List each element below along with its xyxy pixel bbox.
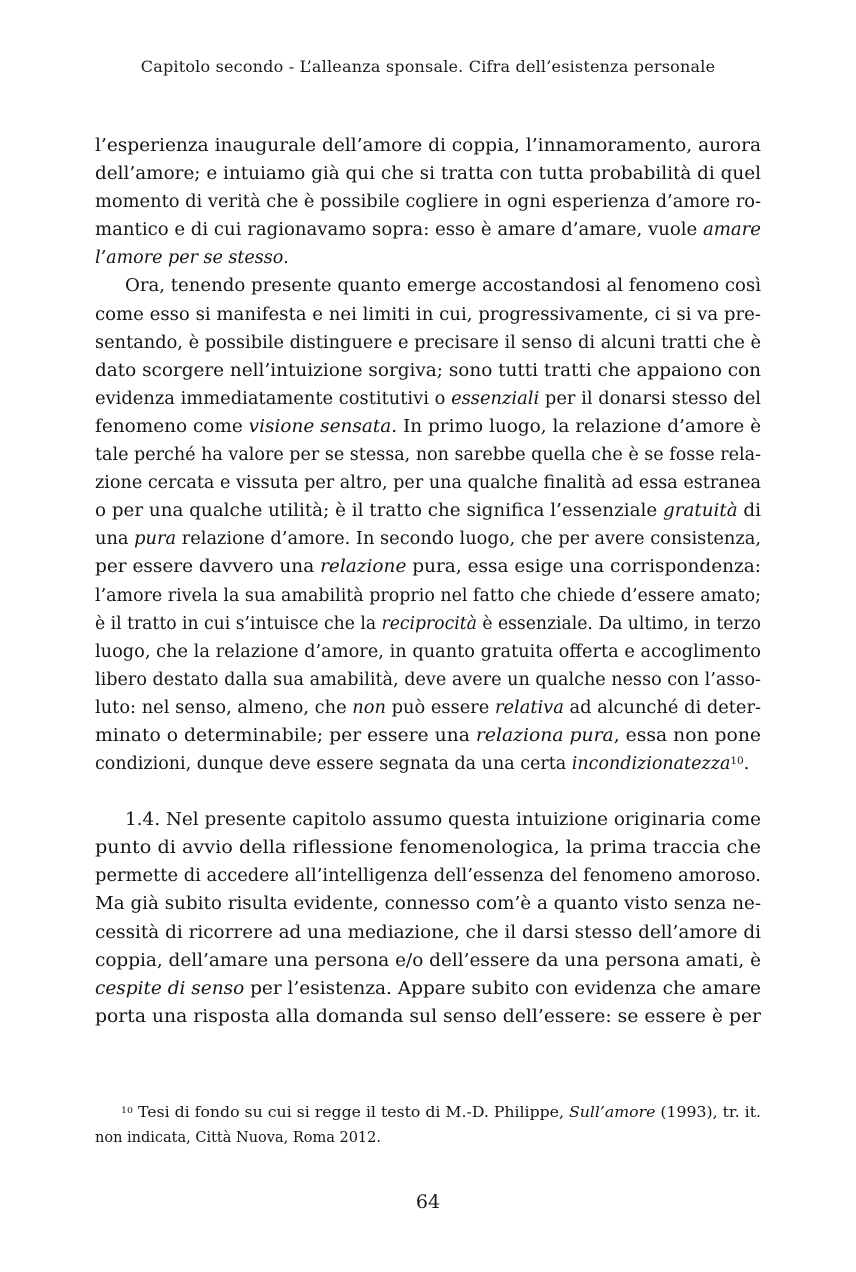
text-line: o per una qualche utilità; è il tratto che significa l’essenziale gratuità di xyxy=(95,501,761,522)
paragraph xyxy=(95,806,761,1031)
text-line: Ma già subito risulta evidente, connesso com’è a quanto visto senza ne- xyxy=(95,894,761,915)
text-line: zione cercata e vissuta per altro, per una qualche finalità ad essa estranea xyxy=(95,473,761,494)
text-line: cessità di ricorrere ad una mediazione, che il darsi stesso dell’amore di xyxy=(95,922,761,943)
page-number: 64 xyxy=(415,1190,441,1213)
text-line: dell’amore; e intuiamo già qui che si tratta con tutta probabilità di quel xyxy=(95,164,761,185)
text-line: l’amore rivela la sua amabilità proprio nel fatto che chiede d’essere amato; xyxy=(95,585,761,606)
text-line: $^{10}$ Tesi di fondo su cui si regge il testo di M.-D. Philippe, Sull’amore (1993), tr. it. xyxy=(121,1104,761,1121)
footnote-marker: 10 xyxy=(121,1105,133,1116)
text-line: permette di accedere all’intelligenza dell’essenza del fenomeno amoroso. xyxy=(95,866,761,887)
text-line: l’amore per se stesso. xyxy=(95,248,289,269)
text-line: coppia, dell’amare una persona e/o dell’essere da una persona amati, è xyxy=(95,950,761,971)
text-line: fenomeno come visione sensata. In primo luogo, la relazione d’amore è xyxy=(95,416,762,437)
text-line: una pura relazione d’amore. In secondo luogo, che per avere consistenza, xyxy=(95,529,761,550)
text-line: sentando, è possibile distinguere e precisare il senso di alcuni tratti che è xyxy=(95,332,761,353)
text-line: momento di verità che è possibile cogliere in ogni esperienza d’amore ro- xyxy=(95,192,761,213)
paragraph xyxy=(95,132,761,272)
text-line: dato scorgere nell’intuizione sorgiva; sono tutti tratti che appaiono con xyxy=(95,360,761,381)
text-line: tale perché ha valore per se stessa, non sarebbe quella che è se fosse rela- xyxy=(95,445,761,466)
text-line: libero destato dalla sua amabilità, deve avere un qualche nesso con l’asso- xyxy=(95,669,762,690)
text-line: luogo, che la relazione d’amore, in quanto gratuita offerta e accoglimento xyxy=(95,641,761,662)
footnote xyxy=(95,1101,761,1151)
text-line: evidenza immediatamente costitutivi o essenziali per il donarsi stesso del xyxy=(95,388,761,409)
text-line: cespite di senso per l’esistenza. Appare subito con evidenza che amare xyxy=(95,978,761,999)
text-line: come esso si manifesta e nei limiti in cui, progressivamente, ci si va pre- xyxy=(95,304,761,325)
text-line: mantico e di cui ragionavamo sopra: esso è amare d’amare, vuole amare xyxy=(95,220,761,241)
body-text xyxy=(95,132,761,1031)
text-line: punto di avvio della riflessione fenomenologica, la prima traccia che xyxy=(95,838,761,859)
text-line: Ora, tenendo presente quanto emerge accostandosi al fenomeno così xyxy=(125,276,761,297)
text-line: l’esperienza inaugurale dell’amore di coppia, l’innamoramento, aurora xyxy=(95,136,761,156)
paragraph xyxy=(95,272,761,778)
running-header: Capitolo secondo - L’alleanza sponsale. Cifra dell’esistenza personale xyxy=(140,57,716,76)
text-line: per essere davvero una relazione pura, essa esige una corrispondenza: xyxy=(95,557,761,578)
footnote-marker: 10 xyxy=(730,754,744,767)
text-line: porta una risposta alla domanda sul senso dell’essere: se essere è per xyxy=(95,1006,761,1027)
text-line: è il tratto in cui s’intuisce che la reciprocità è essenziale. Da ultimo, in terzo xyxy=(95,613,761,634)
text-line: luto: nel senso, almeno, che non può essere relativa ad alcunché di deter- xyxy=(95,697,761,718)
text-line: 1.4. Nel presente capitolo assumo questa intuizione originaria come xyxy=(125,810,761,831)
text-line: minato o determinabile; per essere una relaziona pura, essa non pone xyxy=(95,725,761,746)
text-line: non indicata, Città Nuova, Roma 2012. xyxy=(95,1129,381,1146)
text-line: condizioni, dunque deve essere segnata da una certa incondizionatezza$^{10}$. xyxy=(95,754,750,775)
